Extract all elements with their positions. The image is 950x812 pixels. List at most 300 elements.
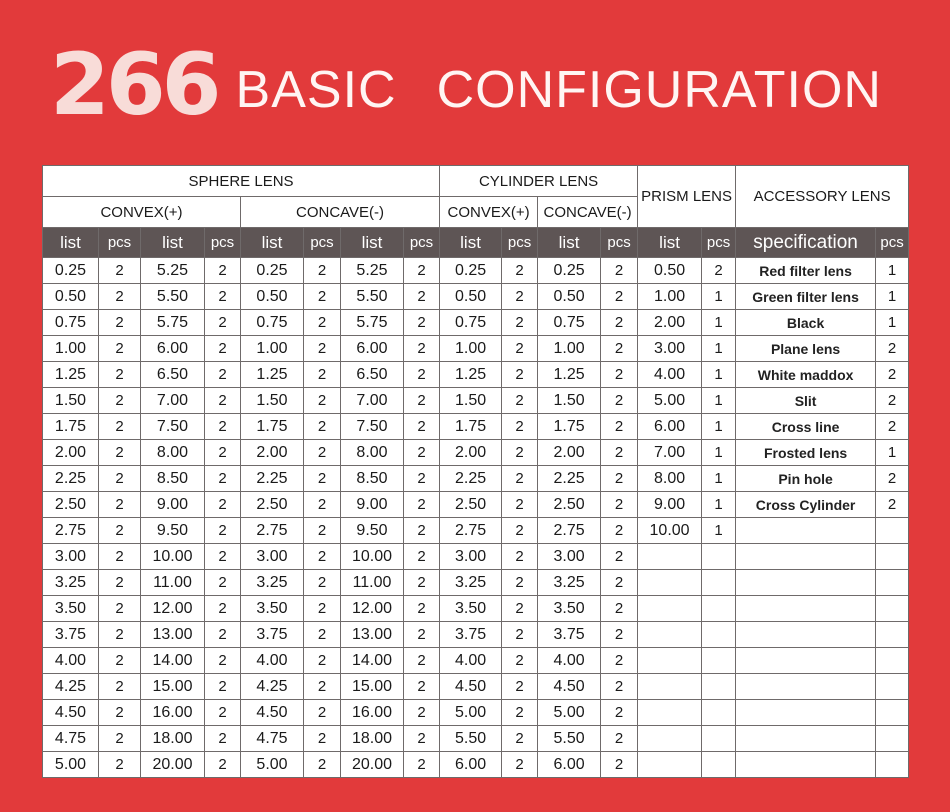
cylinder-convex-pcs-cell: 2 — [502, 726, 538, 752]
cylinder-concave-list-cell: 3.50 — [538, 596, 601, 622]
sphere-concave-pcs-cell: 2 — [404, 648, 440, 674]
sphere-concave-pcs-cell: 2 — [304, 284, 341, 310]
cylinder-concave-pcs-cell: 2 — [601, 440, 638, 466]
prism-list-cell: 9.00 — [638, 492, 702, 518]
cylinder-concave-list-cell: 2.50 — [538, 492, 601, 518]
accessory-spec-cell — [736, 622, 876, 648]
accessory-lens-header: ACCESSORY LENS — [736, 166, 909, 228]
cylinder-concave-pcs-cell: 2 — [601, 622, 638, 648]
cylinder-convex-pcs-cell: 2 — [502, 622, 538, 648]
cylinder-concave-pcs-cell: 2 — [601, 492, 638, 518]
sphere-concave-list-cell: 12.00 — [341, 596, 404, 622]
accessory-spec-cell — [736, 596, 876, 622]
prism-pcs-cell: 1 — [702, 492, 736, 518]
cylinder-convex-pcs-cell: 2 — [502, 674, 538, 700]
prism-pcs-cell — [702, 752, 736, 778]
cylinder-convex-pcs-cell: 2 — [502, 518, 538, 544]
sphere-concave-list-cell: 15.00 — [341, 674, 404, 700]
accessory-pcs-cell: 2 — [876, 362, 909, 388]
cylinder-concave-pcs-cell: 2 — [601, 648, 638, 674]
cylinder-convex-list-cell: 3.75 — [440, 622, 502, 648]
sphere-convex-list-cell: 5.50 — [141, 284, 205, 310]
cylinder-concave-pcs-cell: 2 — [601, 674, 638, 700]
cylinder-concave-list-cell: 3.00 — [538, 544, 601, 570]
sphere-convex-pcs-cell: 2 — [99, 388, 141, 414]
sphere-concave-pcs-cell: 2 — [404, 596, 440, 622]
accessory-pcs-cell — [876, 518, 909, 544]
sphere-concave-list-cell: 13.00 — [341, 622, 404, 648]
sphere-convex-pcs-cell: 2 — [205, 518, 241, 544]
cylinder-convex-list-cell: 3.25 — [440, 570, 502, 596]
page-title — [50, 30, 882, 135]
prism-list-cell — [638, 726, 702, 752]
accessory-spec-cell — [736, 544, 876, 570]
sphere-convex-pcs-cell: 2 — [205, 648, 241, 674]
sphere-convex-list-cell: 20.00 — [141, 752, 205, 778]
col-list: list — [141, 228, 205, 258]
col-pcs: pcs — [502, 228, 538, 258]
prism-pcs-cell: 1 — [702, 336, 736, 362]
sphere-concave-pcs-cell: 2 — [304, 466, 341, 492]
cylinder-convex-header: CONVEX(+) — [440, 197, 538, 228]
sphere-convex-list-cell: 2.00 — [43, 440, 99, 466]
sphere-concave-list-cell: 0.75 — [241, 310, 304, 336]
col-list: list — [440, 228, 502, 258]
sphere-convex-pcs-cell: 2 — [205, 752, 241, 778]
accessory-spec-cell: Slit — [736, 388, 876, 414]
sphere-concave-pcs-cell: 2 — [404, 310, 440, 336]
sphere-convex-list-cell: 3.00 — [43, 544, 99, 570]
sphere-concave-list-cell: 6.50 — [341, 362, 404, 388]
cylinder-convex-pcs-cell: 2 — [502, 310, 538, 336]
prism-pcs-cell: 1 — [702, 362, 736, 388]
cylinder-concave-list-cell: 1.75 — [538, 414, 601, 440]
sphere-convex-list-cell: 5.00 — [43, 752, 99, 778]
cylinder-convex-pcs-cell: 2 — [502, 362, 538, 388]
sphere-convex-list-cell: 3.75 — [43, 622, 99, 648]
sphere-convex-pcs-cell: 2 — [205, 544, 241, 570]
sphere-concave-pcs-cell: 2 — [304, 544, 341, 570]
table-row — [43, 674, 909, 700]
sphere-convex-list-cell: 7.00 — [141, 388, 205, 414]
prism-pcs-cell — [702, 648, 736, 674]
prism-list-cell — [638, 674, 702, 700]
sphere-concave-list-cell: 16.00 — [341, 700, 404, 726]
sphere-convex-pcs-cell: 2 — [99, 414, 141, 440]
cylinder-concave-list-cell: 0.50 — [538, 284, 601, 310]
sphere-concave-pcs-cell: 2 — [304, 414, 341, 440]
cylinder-concave-list-cell: 2.00 — [538, 440, 601, 466]
sphere-concave-pcs-cell: 2 — [304, 310, 341, 336]
title-number: 266 — [50, 35, 218, 135]
cylinder-convex-list-cell: 4.00 — [440, 648, 502, 674]
cylinder-concave-pcs-cell: 2 — [601, 310, 638, 336]
prism-pcs-cell — [702, 674, 736, 700]
cylinder-concave-list-cell: 2.25 — [538, 466, 601, 492]
accessory-pcs-cell — [876, 648, 909, 674]
prism-list-cell: 4.00 — [638, 362, 702, 388]
sphere-convex-list-cell: 1.00 — [43, 336, 99, 362]
sphere-concave-list-cell: 4.75 — [241, 726, 304, 752]
col-list: list — [341, 228, 404, 258]
cylinder-convex-list-cell: 2.25 — [440, 466, 502, 492]
sphere-concave-list-cell: 7.50 — [341, 414, 404, 440]
sphere-convex-list-cell: 2.50 — [43, 492, 99, 518]
cylinder-concave-list-cell: 5.50 — [538, 726, 601, 752]
accessory-spec-cell: Black — [736, 310, 876, 336]
accessory-spec-cell: Plane lens — [736, 336, 876, 362]
sphere-convex-pcs-cell: 2 — [99, 752, 141, 778]
cylinder-convex-list-cell: 0.75 — [440, 310, 502, 336]
table-row — [43, 414, 909, 440]
accessory-pcs-cell — [876, 596, 909, 622]
sphere-convex-list-cell: 12.00 — [141, 596, 205, 622]
table-row — [43, 596, 909, 622]
prism-pcs-cell: 1 — [702, 284, 736, 310]
sphere-convex-list-cell: 8.00 — [141, 440, 205, 466]
sphere-convex-pcs-cell: 2 — [205, 258, 241, 284]
sphere-concave-list-cell: 3.75 — [241, 622, 304, 648]
table-row — [43, 492, 909, 518]
sphere-convex-list-cell: 9.00 — [141, 492, 205, 518]
cylinder-concave-list-cell: 1.50 — [538, 388, 601, 414]
cylinder-convex-list-cell: 0.50 — [440, 284, 502, 310]
title-word-basic: BASIC — [235, 61, 397, 119]
cylinder-convex-pcs-cell: 2 — [502, 596, 538, 622]
table-row — [43, 258, 909, 284]
sphere-lens-header: SPHERE LENS — [43, 166, 440, 197]
sphere-concave-header: CONCAVE(-) — [241, 197, 440, 228]
sphere-convex-list-cell: 10.00 — [141, 544, 205, 570]
sphere-convex-pcs-cell: 2 — [99, 466, 141, 492]
cylinder-concave-list-cell: 6.00 — [538, 752, 601, 778]
sphere-concave-list-cell: 18.00 — [341, 726, 404, 752]
cylinder-convex-pcs-cell: 2 — [502, 388, 538, 414]
sphere-convex-list-cell: 14.00 — [141, 648, 205, 674]
sphere-convex-pcs-cell: 2 — [99, 622, 141, 648]
sphere-concave-pcs-cell: 2 — [404, 518, 440, 544]
sphere-convex-list-cell: 11.00 — [141, 570, 205, 596]
prism-pcs-cell — [702, 544, 736, 570]
prism-list-cell — [638, 700, 702, 726]
cylinder-convex-list-cell: 0.25 — [440, 258, 502, 284]
sphere-concave-pcs-cell: 2 — [304, 622, 341, 648]
prism-pcs-cell — [702, 726, 736, 752]
prism-list-cell: 3.00 — [638, 336, 702, 362]
sphere-convex-pcs-cell: 2 — [99, 544, 141, 570]
accessory-pcs-cell — [876, 674, 909, 700]
sphere-concave-pcs-cell: 2 — [304, 570, 341, 596]
sphere-concave-list-cell: 1.00 — [241, 336, 304, 362]
accessory-pcs-cell: 2 — [876, 466, 909, 492]
col-pcs: pcs — [601, 228, 638, 258]
cylinder-concave-pcs-cell: 2 — [601, 544, 638, 570]
accessory-spec-cell — [736, 518, 876, 544]
table-row — [43, 310, 909, 336]
cylinder-convex-list-cell: 6.00 — [440, 752, 502, 778]
cylinder-concave-pcs-cell: 2 — [601, 388, 638, 414]
accessory-pcs-cell: 1 — [876, 284, 909, 310]
sphere-convex-list-cell: 6.50 — [141, 362, 205, 388]
sphere-convex-pcs-cell: 2 — [205, 726, 241, 752]
sphere-convex-pcs-cell: 2 — [205, 336, 241, 362]
cylinder-concave-pcs-cell: 2 — [601, 726, 638, 752]
sphere-concave-list-cell: 3.25 — [241, 570, 304, 596]
table-row — [43, 336, 909, 362]
accessory-spec-cell — [736, 726, 876, 752]
prism-list-cell: 7.00 — [638, 440, 702, 466]
cylinder-convex-pcs-cell: 2 — [502, 284, 538, 310]
table-row — [43, 752, 909, 778]
cylinder-convex-pcs-cell: 2 — [502, 492, 538, 518]
prism-pcs-cell — [702, 596, 736, 622]
sphere-concave-pcs-cell: 2 — [304, 518, 341, 544]
cylinder-convex-list-cell: 5.50 — [440, 726, 502, 752]
cylinder-convex-pcs-cell: 2 — [502, 466, 538, 492]
prism-pcs-cell: 1 — [702, 440, 736, 466]
col-pcs: pcs — [205, 228, 241, 258]
sphere-convex-list-cell: 4.25 — [43, 674, 99, 700]
sphere-convex-list-cell: 0.50 — [43, 284, 99, 310]
prism-list-cell: 6.00 — [638, 414, 702, 440]
accessory-pcs-cell: 2 — [876, 336, 909, 362]
accessory-pcs-cell: 2 — [876, 492, 909, 518]
sphere-concave-list-cell: 2.50 — [241, 492, 304, 518]
table-row — [43, 648, 909, 674]
sphere-concave-list-cell: 8.00 — [341, 440, 404, 466]
sphere-concave-pcs-cell: 2 — [304, 492, 341, 518]
sphere-convex-list-cell: 3.50 — [43, 596, 99, 622]
sphere-convex-list-cell: 0.75 — [43, 310, 99, 336]
cylinder-concave-pcs-cell: 2 — [601, 752, 638, 778]
sphere-concave-pcs-cell: 2 — [404, 570, 440, 596]
sphere-concave-pcs-cell: 2 — [404, 284, 440, 310]
sphere-concave-pcs-cell: 2 — [404, 726, 440, 752]
prism-pcs-cell — [702, 622, 736, 648]
sphere-convex-pcs-cell: 2 — [99, 362, 141, 388]
cylinder-concave-list-cell: 4.00 — [538, 648, 601, 674]
sphere-concave-list-cell: 3.50 — [241, 596, 304, 622]
sphere-concave-pcs-cell: 2 — [304, 362, 341, 388]
cylinder-concave-pcs-cell: 2 — [601, 700, 638, 726]
accessory-pcs-cell: 1 — [876, 258, 909, 284]
sphere-concave-pcs-cell: 2 — [304, 388, 341, 414]
sphere-convex-pcs-cell: 2 — [205, 414, 241, 440]
cylinder-concave-pcs-cell: 2 — [601, 258, 638, 284]
lens-configuration-table — [42, 165, 909, 778]
accessory-pcs-cell — [876, 752, 909, 778]
col-pcs: pcs — [702, 228, 736, 258]
col-pcs: pcs — [304, 228, 341, 258]
sphere-convex-pcs-cell: 2 — [99, 440, 141, 466]
sphere-concave-pcs-cell: 2 — [304, 648, 341, 674]
accessory-pcs-cell — [876, 622, 909, 648]
sphere-concave-pcs-cell: 2 — [404, 752, 440, 778]
sphere-convex-pcs-cell: 2 — [99, 674, 141, 700]
sphere-convex-list-cell: 1.50 — [43, 388, 99, 414]
sphere-concave-pcs-cell: 2 — [404, 414, 440, 440]
cylinder-concave-pcs-cell: 2 — [601, 414, 638, 440]
accessory-spec-cell: Cross line — [736, 414, 876, 440]
sphere-convex-list-cell: 2.75 — [43, 518, 99, 544]
prism-list-cell: 10.00 — [638, 518, 702, 544]
sphere-concave-pcs-cell: 2 — [404, 700, 440, 726]
prism-list-cell — [638, 622, 702, 648]
prism-pcs-cell — [702, 570, 736, 596]
prism-list-cell — [638, 752, 702, 778]
prism-pcs-cell: 2 — [702, 258, 736, 284]
cylinder-convex-list-cell: 5.00 — [440, 700, 502, 726]
sphere-concave-list-cell: 4.00 — [241, 648, 304, 674]
cylinder-convex-pcs-cell: 2 — [502, 414, 538, 440]
sphere-concave-pcs-cell: 2 — [404, 388, 440, 414]
sphere-concave-list-cell: 1.25 — [241, 362, 304, 388]
prism-list-cell: 5.00 — [638, 388, 702, 414]
sphere-concave-list-cell: 5.25 — [341, 258, 404, 284]
sphere-concave-list-cell: 2.75 — [241, 518, 304, 544]
col-pcs: pcs — [99, 228, 141, 258]
cylinder-concave-list-cell: 5.00 — [538, 700, 601, 726]
sphere-convex-list-cell: 3.25 — [43, 570, 99, 596]
prism-lens-header: PRISM LENS — [638, 166, 736, 228]
sphere-concave-list-cell: 9.00 — [341, 492, 404, 518]
table-body — [43, 258, 909, 778]
prism-list-cell — [638, 648, 702, 674]
sphere-convex-list-cell: 16.00 — [141, 700, 205, 726]
sphere-concave-list-cell: 5.75 — [341, 310, 404, 336]
cylinder-convex-pcs-cell: 2 — [502, 336, 538, 362]
table-row — [43, 284, 909, 310]
sphere-convex-list-cell: 5.75 — [141, 310, 205, 336]
cylinder-convex-pcs-cell: 2 — [502, 440, 538, 466]
cylinder-convex-list-cell: 1.50 — [440, 388, 502, 414]
accessory-spec-cell: Green filter lens — [736, 284, 876, 310]
accessory-spec-cell — [736, 700, 876, 726]
sphere-concave-list-cell: 3.00 — [241, 544, 304, 570]
prism-pcs-cell: 1 — [702, 310, 736, 336]
sphere-convex-pcs-cell: 2 — [99, 284, 141, 310]
table-row — [43, 388, 909, 414]
sphere-convex-list-cell: 5.25 — [141, 258, 205, 284]
title-word-configuration: CONFIGURATION — [436, 61, 882, 119]
sphere-convex-list-cell: 1.25 — [43, 362, 99, 388]
sphere-convex-list-cell: 4.75 — [43, 726, 99, 752]
sphere-concave-pcs-cell: 2 — [304, 726, 341, 752]
sphere-convex-pcs-cell: 2 — [99, 310, 141, 336]
cylinder-convex-list-cell: 2.00 — [440, 440, 502, 466]
accessory-spec-cell: Pin hole — [736, 466, 876, 492]
cylinder-convex-list-cell: 1.00 — [440, 336, 502, 362]
cylinder-concave-list-cell: 1.00 — [538, 336, 601, 362]
sphere-convex-list-cell: 9.50 — [141, 518, 205, 544]
cylinder-concave-pcs-cell: 2 — [601, 284, 638, 310]
sphere-convex-pcs-cell: 2 — [99, 648, 141, 674]
table-row — [43, 544, 909, 570]
sphere-convex-pcs-cell: 2 — [99, 700, 141, 726]
sphere-concave-list-cell: 14.00 — [341, 648, 404, 674]
sphere-convex-list-cell: 13.00 — [141, 622, 205, 648]
table-row — [43, 466, 909, 492]
accessory-spec-cell: Cross Cylinder — [736, 492, 876, 518]
sphere-concave-list-cell: 5.50 — [341, 284, 404, 310]
sphere-concave-pcs-cell: 2 — [304, 700, 341, 726]
sphere-convex-pcs-cell: 2 — [205, 570, 241, 596]
sphere-convex-list-cell: 2.25 — [43, 466, 99, 492]
sphere-concave-pcs-cell: 2 — [404, 674, 440, 700]
accessory-pcs-cell — [876, 544, 909, 570]
cylinder-concave-list-cell: 0.75 — [538, 310, 601, 336]
cylinder-convex-list-cell: 4.50 — [440, 674, 502, 700]
table-row — [43, 726, 909, 752]
cylinder-concave-pcs-cell: 2 — [601, 336, 638, 362]
sphere-convex-pcs-cell: 2 — [99, 492, 141, 518]
sphere-concave-list-cell: 5.00 — [241, 752, 304, 778]
sphere-concave-list-cell: 7.00 — [341, 388, 404, 414]
cylinder-convex-list-cell: 3.00 — [440, 544, 502, 570]
sphere-convex-pcs-cell: 2 — [205, 492, 241, 518]
sphere-concave-pcs-cell: 2 — [404, 622, 440, 648]
prism-list-cell — [638, 596, 702, 622]
cylinder-concave-pcs-cell: 2 — [601, 518, 638, 544]
sphere-concave-list-cell: 6.00 — [341, 336, 404, 362]
prism-pcs-cell — [702, 700, 736, 726]
sphere-concave-list-cell: 1.50 — [241, 388, 304, 414]
sphere-convex-list-cell: 15.00 — [141, 674, 205, 700]
accessory-spec-cell: Frosted lens — [736, 440, 876, 466]
cylinder-concave-list-cell: 2.75 — [538, 518, 601, 544]
cylinder-convex-pcs-cell: 2 — [502, 544, 538, 570]
cylinder-concave-list-cell: 3.25 — [538, 570, 601, 596]
cylinder-convex-list-cell: 2.75 — [440, 518, 502, 544]
sphere-convex-list-cell: 1.75 — [43, 414, 99, 440]
table-row — [43, 362, 909, 388]
cylinder-convex-pcs-cell: 2 — [502, 700, 538, 726]
sphere-concave-pcs-cell: 2 — [404, 336, 440, 362]
accessory-spec-cell — [736, 674, 876, 700]
sphere-concave-list-cell: 4.25 — [241, 674, 304, 700]
sphere-convex-pcs-cell: 2 — [205, 284, 241, 310]
sphere-concave-list-cell: 0.25 — [241, 258, 304, 284]
accessory-pcs-cell: 2 — [876, 414, 909, 440]
sphere-convex-list-cell: 0.25 — [43, 258, 99, 284]
cylinder-concave-list-cell: 1.25 — [538, 362, 601, 388]
col-pcs: pcs — [876, 228, 909, 258]
sphere-concave-pcs-cell: 2 — [304, 440, 341, 466]
cylinder-concave-list-cell: 0.25 — [538, 258, 601, 284]
sphere-concave-list-cell: 11.00 — [341, 570, 404, 596]
sphere-convex-pcs-cell: 2 — [205, 700, 241, 726]
accessory-pcs-cell: 1 — [876, 310, 909, 336]
sphere-concave-list-cell: 4.50 — [241, 700, 304, 726]
prism-list-cell: 2.00 — [638, 310, 702, 336]
sphere-convex-list-cell: 4.00 — [43, 648, 99, 674]
sphere-convex-pcs-cell: 2 — [205, 622, 241, 648]
accessory-spec-cell: White maddox — [736, 362, 876, 388]
cylinder-concave-pcs-cell: 2 — [601, 466, 638, 492]
accessory-spec-cell — [736, 648, 876, 674]
accessory-spec-cell — [736, 752, 876, 778]
sphere-convex-list-cell: 6.00 — [141, 336, 205, 362]
sphere-convex-pcs-cell: 2 — [99, 596, 141, 622]
sphere-convex-pcs-cell: 2 — [205, 596, 241, 622]
sphere-convex-pcs-cell: 2 — [205, 362, 241, 388]
table-row — [43, 700, 909, 726]
table-row — [43, 570, 909, 596]
cylinder-convex-list-cell: 3.50 — [440, 596, 502, 622]
sphere-concave-pcs-cell: 2 — [404, 492, 440, 518]
col-specification: specification — [736, 228, 876, 258]
accessory-pcs-cell — [876, 700, 909, 726]
